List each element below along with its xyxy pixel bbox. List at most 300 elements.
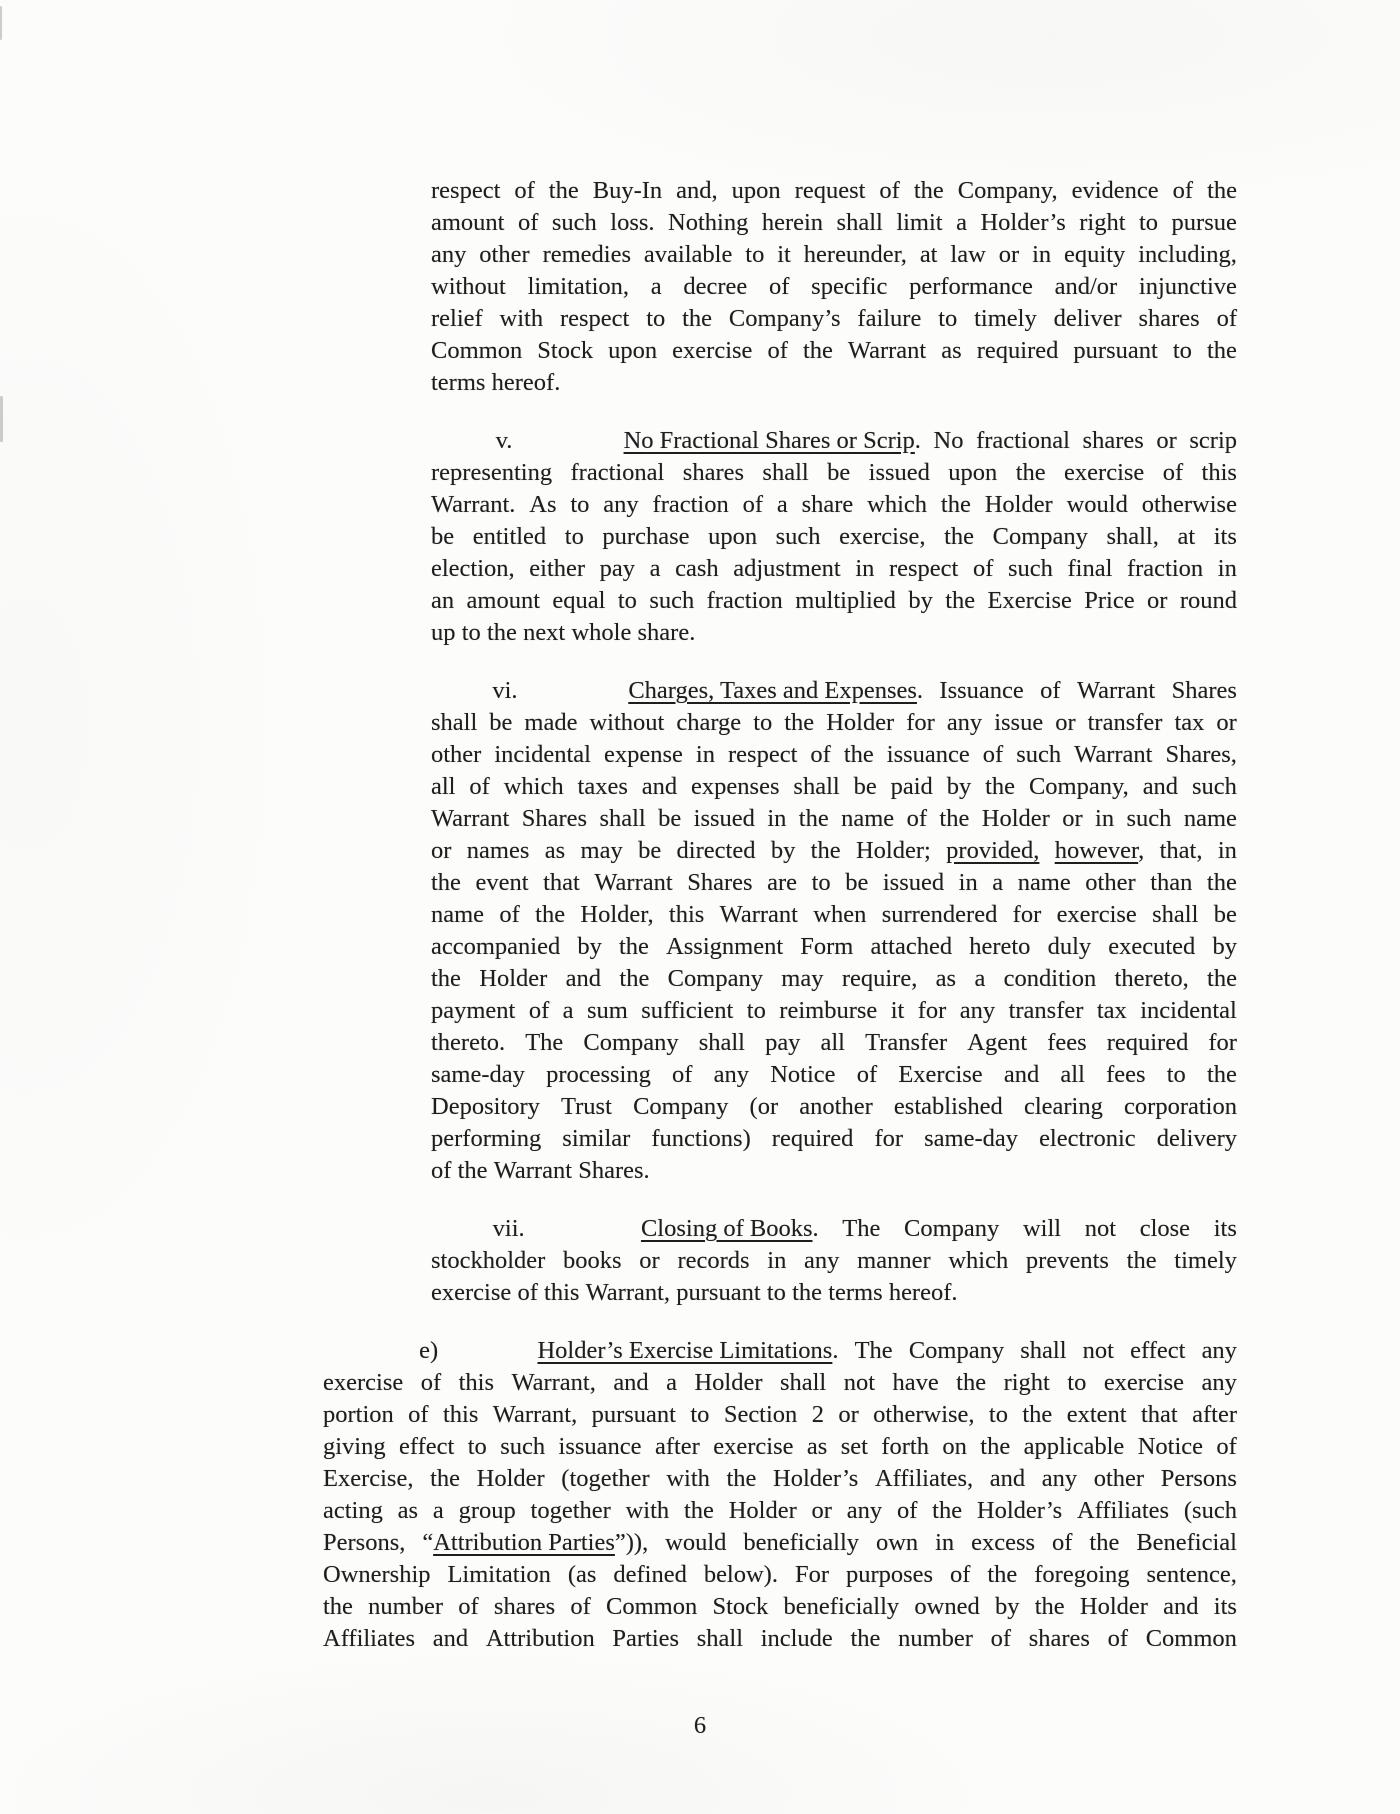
word: of bbox=[514, 177, 535, 204]
word: which bbox=[867, 491, 928, 518]
text-line bbox=[431, 175, 1237, 207]
word: issued bbox=[868, 459, 930, 486]
word: of bbox=[990, 1625, 1012, 1652]
word: to bbox=[766, 1279, 786, 1306]
word: Company bbox=[583, 1029, 679, 1056]
word: the bbox=[1126, 1247, 1157, 1274]
word: transfer bbox=[1008, 997, 1084, 1024]
word: Buy-In bbox=[592, 177, 663, 204]
text-line bbox=[431, 675, 1237, 707]
word: be bbox=[827, 459, 851, 486]
word: on bbox=[942, 1433, 967, 1460]
word: pay bbox=[599, 555, 636, 582]
word: the bbox=[1207, 177, 1237, 204]
word: for bbox=[906, 709, 935, 736]
word: upon bbox=[608, 337, 658, 364]
word: beneficially bbox=[743, 1529, 860, 1556]
word: exercise bbox=[431, 1279, 512, 1306]
text-line bbox=[431, 585, 1237, 617]
word: any bbox=[1201, 1337, 1237, 1364]
word: a bbox=[974, 965, 986, 992]
word: in bbox=[767, 805, 787, 832]
word: Charges, Taxes and Expenses. bbox=[628, 677, 924, 704]
text-line bbox=[431, 771, 1237, 803]
word: condition bbox=[1003, 965, 1097, 992]
word: as bbox=[941, 337, 962, 364]
text-line bbox=[431, 995, 1237, 1027]
word: surrendered bbox=[881, 901, 998, 928]
word: of bbox=[1107, 1625, 1129, 1652]
word: performance bbox=[909, 273, 1033, 300]
word: Exercise bbox=[987, 587, 1072, 614]
word: thereto, bbox=[1114, 965, 1189, 992]
word: Affiliates bbox=[1076, 1497, 1170, 1524]
word: corporation bbox=[1124, 1093, 1237, 1120]
scan-artifact bbox=[0, 396, 3, 442]
word: any bbox=[804, 1247, 840, 1274]
word: equity bbox=[1064, 241, 1126, 268]
word: final bbox=[1067, 555, 1113, 582]
section-vii-closing-of-books bbox=[431, 1213, 1237, 1309]
word: the bbox=[683, 1497, 714, 1524]
word: provided, bbox=[946, 837, 1040, 864]
word: or bbox=[639, 1247, 660, 1274]
word: or bbox=[1147, 587, 1168, 614]
word: an bbox=[431, 587, 455, 614]
word: pursuant bbox=[1073, 337, 1158, 364]
word: to bbox=[467, 1433, 487, 1460]
scan-artifact bbox=[0, 6, 2, 40]
word: Ownership bbox=[323, 1561, 431, 1588]
word: may bbox=[580, 837, 623, 864]
word: the bbox=[792, 1279, 822, 1306]
text-line bbox=[431, 425, 1237, 457]
word: tax bbox=[1096, 997, 1127, 1024]
word: electronic bbox=[1039, 1125, 1136, 1152]
word: to bbox=[1139, 209, 1159, 236]
word: a bbox=[666, 1369, 678, 1396]
word: be bbox=[658, 805, 682, 832]
word: Section bbox=[723, 1401, 798, 1428]
word: duly bbox=[1047, 933, 1092, 960]
word: a bbox=[956, 209, 967, 236]
word: all bbox=[1060, 1061, 1085, 1088]
word: a bbox=[776, 491, 788, 518]
word: of bbox=[742, 491, 763, 518]
word: For bbox=[794, 1561, 829, 1588]
word: Depository bbox=[431, 1093, 540, 1120]
word: of bbox=[672, 1061, 693, 1088]
word: hereunder, bbox=[803, 241, 907, 268]
word: name bbox=[841, 805, 895, 832]
word: at bbox=[919, 241, 938, 268]
word: Transfer bbox=[865, 1029, 948, 1056]
word: close bbox=[1139, 1215, 1191, 1242]
word: loss. bbox=[610, 209, 655, 236]
word: name bbox=[431, 901, 485, 928]
word: Affiliates, bbox=[874, 1465, 974, 1492]
word: number bbox=[898, 1625, 973, 1652]
word: books bbox=[563, 1247, 622, 1274]
word: that bbox=[1140, 1401, 1178, 1428]
word: by bbox=[908, 587, 933, 614]
text-line bbox=[431, 899, 1237, 931]
word: of bbox=[1216, 1433, 1237, 1460]
word: a bbox=[650, 273, 662, 300]
text-line bbox=[431, 1245, 1237, 1277]
text-line bbox=[431, 239, 1237, 271]
word: required bbox=[976, 337, 1059, 364]
word: Warrant. bbox=[431, 491, 516, 518]
word: its bbox=[1213, 523, 1237, 550]
word: other bbox=[1085, 869, 1136, 896]
word: to bbox=[753, 709, 773, 736]
tab-space bbox=[534, 697, 612, 698]
text-line bbox=[323, 1495, 1237, 1527]
tab-space bbox=[454, 1357, 521, 1358]
word: of bbox=[972, 555, 994, 582]
word: exercise bbox=[672, 337, 753, 364]
word: this bbox=[544, 1279, 580, 1306]
word: not bbox=[1082, 1337, 1114, 1364]
word: require, bbox=[841, 965, 918, 992]
word: the bbox=[1206, 869, 1237, 896]
word: that bbox=[543, 869, 580, 896]
word: would bbox=[1066, 491, 1128, 518]
word: deliver bbox=[1053, 305, 1122, 332]
word: fees bbox=[1106, 1061, 1146, 1088]
word: such bbox=[1007, 555, 1053, 582]
word: shall bbox=[793, 773, 840, 800]
word: fraction bbox=[652, 491, 729, 518]
word: and bbox=[432, 1625, 469, 1652]
word: and bbox=[613, 1369, 649, 1396]
word: to bbox=[570, 491, 590, 518]
word: the bbox=[1022, 1401, 1053, 1428]
word: Notice bbox=[1137, 1433, 1204, 1460]
word: this bbox=[458, 1369, 494, 1396]
word: group bbox=[458, 1497, 516, 1524]
word: and bbox=[1142, 773, 1179, 800]
word: and bbox=[1163, 1593, 1199, 1620]
word: attached bbox=[870, 933, 953, 960]
word: Company bbox=[667, 965, 763, 992]
word: the bbox=[798, 805, 829, 832]
word: of bbox=[408, 1401, 429, 1428]
word: exercise bbox=[1103, 1369, 1185, 1396]
word: The bbox=[854, 1337, 893, 1364]
word: other bbox=[479, 241, 530, 268]
word: Warrant bbox=[1076, 677, 1156, 704]
word: sum bbox=[586, 997, 628, 1024]
word: a bbox=[649, 555, 661, 582]
word: such bbox=[775, 523, 821, 550]
word: shares bbox=[1138, 305, 1200, 332]
word: upon bbox=[731, 177, 781, 204]
word: Company, bbox=[1028, 773, 1129, 800]
word: respect bbox=[431, 177, 501, 204]
word: together bbox=[530, 1497, 611, 1524]
word: of bbox=[906, 805, 928, 832]
word: be bbox=[431, 523, 455, 550]
word: required bbox=[1106, 1029, 1189, 1056]
word: giving bbox=[323, 1433, 386, 1460]
word: of bbox=[879, 177, 900, 204]
word: of bbox=[950, 1561, 971, 1588]
word: up bbox=[431, 619, 456, 646]
word: and/or bbox=[1054, 273, 1118, 300]
word: Parties bbox=[612, 1625, 680, 1652]
word: to bbox=[1166, 1061, 1186, 1088]
word: that, bbox=[1159, 837, 1203, 864]
word: Holder bbox=[1079, 1593, 1148, 1620]
word: any bbox=[1041, 1465, 1078, 1492]
word: Company bbox=[633, 1093, 729, 1120]
word: this bbox=[442, 1401, 479, 1428]
word: share bbox=[801, 491, 854, 518]
word: the bbox=[850, 1625, 881, 1652]
word: its bbox=[1213, 1593, 1237, 1620]
word: will bbox=[1022, 1215, 1062, 1242]
word: other bbox=[431, 741, 482, 768]
word: v. bbox=[495, 427, 513, 454]
word: shall bbox=[696, 1625, 744, 1652]
word: expense bbox=[603, 741, 683, 768]
word: the bbox=[1034, 1593, 1065, 1620]
word: pursuant bbox=[591, 1401, 676, 1428]
word: limitation, bbox=[527, 273, 630, 300]
word: the bbox=[956, 1369, 987, 1396]
word: to bbox=[811, 869, 831, 896]
word: such bbox=[1016, 741, 1062, 768]
text-line bbox=[431, 1123, 1237, 1155]
word: round bbox=[1179, 587, 1237, 614]
word: Warrant, bbox=[511, 1369, 596, 1396]
word: required bbox=[771, 1125, 854, 1152]
word: any bbox=[946, 709, 983, 736]
word: injunctive bbox=[1138, 273, 1237, 300]
word: shall bbox=[762, 459, 809, 486]
word: by bbox=[770, 837, 796, 864]
word: the bbox=[945, 587, 976, 614]
text-line bbox=[431, 835, 1237, 867]
text-line bbox=[431, 707, 1237, 739]
word: for bbox=[1012, 901, 1042, 928]
word: remedies bbox=[542, 241, 631, 268]
word: excess bbox=[971, 1529, 1036, 1556]
word: event bbox=[475, 869, 529, 896]
word: issue bbox=[994, 709, 1044, 736]
word: by bbox=[577, 933, 602, 960]
word: Holder bbox=[476, 1465, 545, 1492]
paragraph-buy-in-continuation bbox=[431, 175, 1237, 399]
text-line bbox=[323, 1431, 1237, 1463]
word: Company bbox=[992, 523, 1088, 550]
text-line bbox=[431, 207, 1237, 239]
word: the bbox=[1207, 1061, 1237, 1088]
word: names bbox=[466, 837, 530, 864]
word: defined bbox=[613, 1561, 687, 1588]
word: hereof. bbox=[491, 369, 561, 396]
word: a bbox=[992, 869, 1004, 896]
word: terms bbox=[431, 369, 486, 396]
word: thereto. bbox=[431, 1029, 506, 1056]
word: by bbox=[1212, 933, 1237, 960]
word: to bbox=[646, 305, 666, 332]
word: of bbox=[420, 1369, 442, 1396]
word: Holder bbox=[479, 965, 548, 992]
word: request bbox=[794, 177, 866, 204]
word: Holder’s Exercise Limitations. bbox=[537, 1337, 839, 1364]
word: shall bbox=[779, 1369, 827, 1396]
word: cash bbox=[675, 555, 719, 582]
word: the bbox=[940, 491, 971, 518]
word: to bbox=[988, 1401, 1008, 1428]
word: amount bbox=[431, 209, 505, 236]
word: the bbox=[726, 1465, 757, 1492]
word: election, bbox=[431, 555, 515, 582]
word: this bbox=[668, 901, 705, 928]
word: at bbox=[1177, 523, 1196, 550]
word: issuance bbox=[886, 741, 970, 768]
word: Company’s bbox=[728, 305, 841, 332]
word: the bbox=[431, 869, 461, 896]
word: Warrant, bbox=[585, 1279, 671, 1306]
word: of bbox=[856, 1061, 878, 1088]
word: any bbox=[959, 997, 996, 1024]
word: would bbox=[665, 1529, 727, 1556]
word: shall, bbox=[1106, 523, 1159, 550]
word: any bbox=[1201, 1369, 1237, 1396]
word: respect bbox=[559, 305, 630, 332]
word: The bbox=[525, 1029, 564, 1056]
word: as bbox=[806, 1433, 828, 1460]
word: the bbox=[784, 709, 815, 736]
text-line bbox=[431, 1059, 1237, 1091]
word: adjustment bbox=[733, 555, 841, 582]
word: right bbox=[1079, 209, 1126, 236]
document-body bbox=[323, 175, 1237, 1681]
word: of bbox=[1052, 1529, 1073, 1556]
text-line bbox=[431, 1155, 1237, 1187]
word: all bbox=[820, 1029, 845, 1056]
word: of bbox=[1216, 305, 1237, 332]
word: directed bbox=[676, 837, 756, 864]
word: fraction bbox=[1126, 555, 1204, 582]
word: the bbox=[619, 965, 650, 992]
word: exercise bbox=[323, 1369, 404, 1396]
word: Warrant bbox=[847, 337, 927, 364]
word: for bbox=[874, 1125, 904, 1152]
word: however, bbox=[1054, 837, 1145, 864]
word: issuance bbox=[558, 1433, 642, 1460]
word: Common bbox=[606, 1593, 698, 1620]
word: Persons bbox=[1160, 1465, 1237, 1492]
word: such bbox=[1126, 805, 1172, 832]
word: decree bbox=[683, 273, 748, 300]
word: vii. bbox=[492, 1215, 525, 1242]
word: “Attribution Parties”)), bbox=[422, 1529, 649, 1556]
word: functions) bbox=[651, 1125, 751, 1152]
word: executed bbox=[1108, 933, 1196, 960]
word: exercise bbox=[713, 1433, 794, 1460]
word: include bbox=[760, 1625, 833, 1652]
word: (or bbox=[749, 1093, 779, 1120]
text-line bbox=[323, 1559, 1237, 1591]
word: 2 bbox=[811, 1401, 824, 1428]
word: as bbox=[544, 837, 566, 864]
word: name bbox=[1183, 805, 1237, 832]
word: terms bbox=[828, 1279, 883, 1306]
word: foregoing bbox=[1034, 1561, 1130, 1588]
word: another bbox=[799, 1093, 873, 1120]
word: be bbox=[1213, 901, 1237, 928]
word: of bbox=[982, 741, 1004, 768]
word: of bbox=[896, 1497, 918, 1524]
word: it bbox=[890, 997, 905, 1024]
word: Attribution bbox=[485, 1625, 595, 1652]
word: Warrant bbox=[431, 805, 510, 832]
word: applicable bbox=[1023, 1433, 1125, 1460]
word: own bbox=[875, 1529, 919, 1556]
word: of bbox=[769, 273, 790, 300]
word: shares bbox=[493, 1593, 556, 1620]
word: with bbox=[499, 305, 544, 332]
word: the bbox=[1207, 965, 1237, 992]
word: Warrant bbox=[493, 1157, 573, 1184]
word: Assignment bbox=[666, 933, 784, 960]
word: delivery bbox=[1156, 1125, 1237, 1152]
word: in bbox=[958, 869, 978, 896]
word: Holder bbox=[826, 709, 895, 736]
word: by bbox=[946, 773, 972, 800]
word: such bbox=[551, 209, 597, 236]
word: and bbox=[641, 773, 678, 800]
word: issued bbox=[693, 805, 755, 832]
word: performing bbox=[431, 1125, 542, 1152]
tab-space bbox=[431, 447, 483, 448]
tab-space bbox=[548, 1235, 617, 1236]
word: pursue bbox=[1171, 209, 1237, 236]
text-line bbox=[431, 1277, 1237, 1309]
word: the bbox=[810, 837, 841, 864]
word: be bbox=[638, 837, 662, 864]
word: multiplied bbox=[795, 587, 896, 614]
word: records bbox=[677, 1247, 750, 1274]
word: stockholder bbox=[431, 1247, 546, 1274]
word: not bbox=[843, 1369, 876, 1396]
word: charge bbox=[676, 709, 742, 736]
word: the bbox=[430, 1465, 461, 1492]
text-line bbox=[323, 1399, 1237, 1431]
word: payment bbox=[431, 997, 516, 1024]
section-vi-charges-taxes-expenses bbox=[431, 675, 1237, 1187]
word: herein bbox=[761, 209, 824, 236]
word: next bbox=[523, 619, 566, 646]
text-line bbox=[323, 1367, 1237, 1399]
word: Holder bbox=[984, 491, 1053, 518]
word: the bbox=[548, 177, 579, 204]
word: Stock bbox=[537, 337, 594, 364]
word: of bbox=[810, 741, 831, 768]
word: equal bbox=[552, 587, 606, 614]
word: (as bbox=[567, 1561, 597, 1588]
word: Shares, bbox=[1165, 741, 1237, 768]
word: Holder’s bbox=[980, 209, 1066, 236]
word: any bbox=[846, 1497, 883, 1524]
word: the bbox=[944, 523, 975, 550]
word: of bbox=[528, 997, 550, 1024]
